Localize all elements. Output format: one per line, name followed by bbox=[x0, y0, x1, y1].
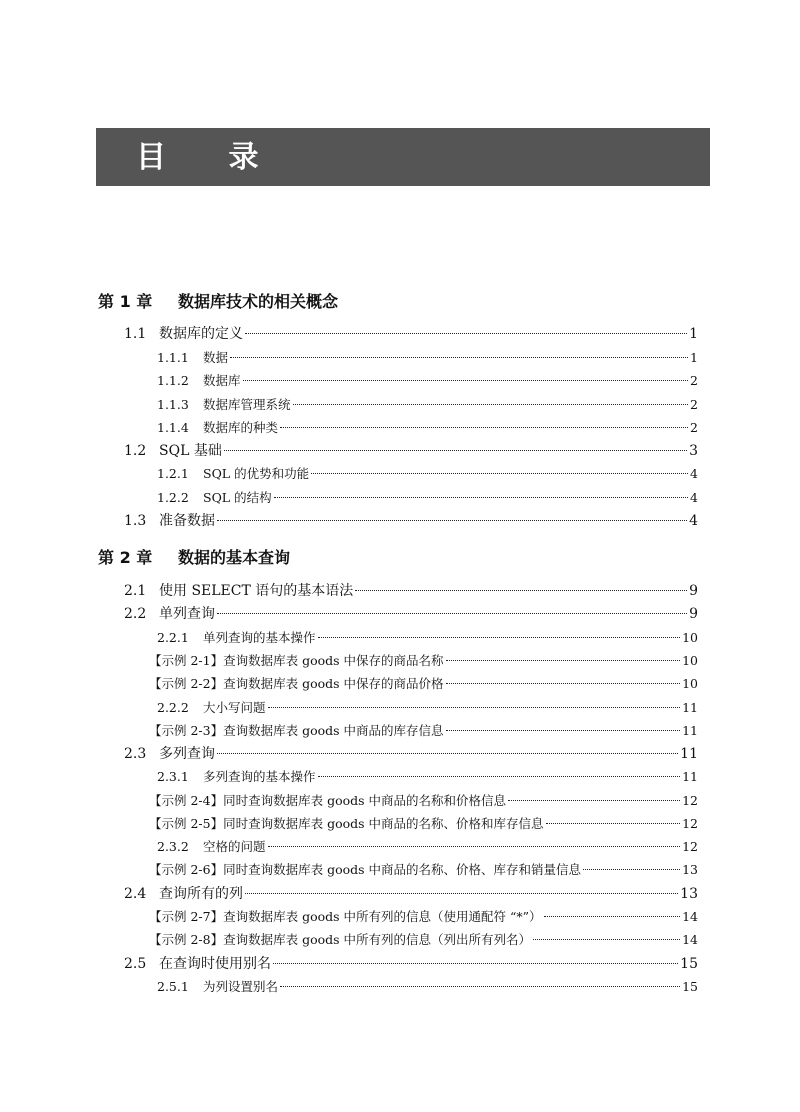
toc-entry-page: 4 bbox=[690, 490, 698, 505]
toc-entry-title: 查询数据库表 goods 中保存的商品价格 bbox=[223, 676, 444, 691]
chapter-number: 第 2 章 bbox=[98, 548, 153, 567]
toc-entry-title: 单列查询的基本操作 bbox=[203, 630, 316, 645]
toc-entry-page: 1 bbox=[689, 326, 698, 342]
dot-leader bbox=[533, 939, 680, 940]
toc-entry[interactable] bbox=[157, 371, 698, 391]
toc-entry-number: 【示例 2-3】 bbox=[149, 723, 224, 738]
toc-entry-page: 9 bbox=[689, 606, 698, 622]
toc-entry-title: SQL 的优势和功能 bbox=[203, 466, 310, 481]
dot-leader bbox=[293, 404, 688, 405]
toc-entry[interactable] bbox=[157, 348, 698, 368]
dot-leader bbox=[224, 450, 687, 451]
toc-entry-page: 9 bbox=[689, 583, 698, 599]
chapter-title: 数据的基本查询 bbox=[178, 548, 291, 567]
dot-leader bbox=[318, 637, 681, 638]
chapter-heading-2 bbox=[98, 545, 290, 568]
dot-leader bbox=[245, 893, 678, 894]
toc-entry-page: 13 bbox=[682, 862, 698, 877]
toc-entry-title: 同时查询数据库表 goods 中商品的名称、价格、库存和销量信息 bbox=[223, 862, 582, 877]
dot-leader bbox=[243, 380, 688, 381]
toc-entry-title: 查询数据库表 goods 中所有列的信息（使用通配符 “*”） bbox=[223, 909, 542, 924]
dot-leader bbox=[230, 357, 688, 358]
toc-entry-title: 多列查询的基本操作 bbox=[203, 769, 316, 784]
toc-entry-number: 2.3.2 bbox=[157, 839, 189, 854]
toc-entry-page: 10 bbox=[682, 676, 698, 691]
toc-entry-title: 查询所有的列 bbox=[159, 886, 243, 902]
toc-entry-number: 【示例 2-4】 bbox=[149, 793, 224, 808]
toc-entry-page: 11 bbox=[682, 723, 698, 738]
toc-entry-title: 查询数据库表 goods 中所有列的信息（列出所有列名） bbox=[223, 932, 532, 947]
toc-entry-page: 15 bbox=[680, 956, 698, 972]
toc-entry-number: 1.1.4 bbox=[157, 420, 189, 435]
toc-entry-title: 数据库的定义 bbox=[159, 326, 243, 342]
toc-entry-number: 【示例 2-7】 bbox=[149, 909, 224, 924]
toc-entry[interactable] bbox=[124, 954, 698, 974]
toc-entry[interactable] bbox=[157, 464, 698, 484]
toc-entry-title: 使用 SELECT 语句的基本语法 bbox=[159, 583, 354, 599]
toc-entry-number: 2.2 bbox=[124, 606, 147, 622]
toc-entry-page: 12 bbox=[682, 793, 698, 808]
dot-leader bbox=[217, 613, 687, 614]
toc-entry-number: 2.2.1 bbox=[157, 630, 189, 645]
toc-entry-title: 查询数据库表 goods 中商品的库存信息 bbox=[223, 723, 444, 738]
toc-entry[interactable] bbox=[124, 441, 698, 461]
toc-entry-title: 数据库管理系统 bbox=[203, 397, 291, 412]
chapter-number: 第 1 章 bbox=[98, 292, 153, 311]
toc-entry[interactable] bbox=[149, 791, 698, 811]
toc-entry-title: 数据库的种类 bbox=[203, 420, 279, 435]
toc-entry-number: 2.5.1 bbox=[157, 979, 189, 994]
toc-entry-page: 10 bbox=[682, 630, 698, 645]
toc-entry[interactable] bbox=[124, 884, 698, 904]
toc-entry[interactable] bbox=[124, 604, 698, 624]
toc-entry-title: 准备数据 bbox=[159, 513, 215, 529]
toc-entry-number: 1.1.2 bbox=[157, 373, 189, 388]
toc-entry[interactable] bbox=[157, 488, 698, 508]
toc-entry-page: 11 bbox=[682, 700, 698, 715]
toc-entry-page: 12 bbox=[682, 816, 698, 831]
toc-entry-title: 查询数据库表 goods 中保存的商品名称 bbox=[223, 653, 444, 668]
toc-entry-number: 【示例 2-1】 bbox=[149, 653, 224, 668]
toc-entry-number: 1.2.2 bbox=[157, 490, 189, 505]
toc-entry[interactable] bbox=[149, 930, 698, 950]
toc-entry-page: 10 bbox=[682, 653, 698, 668]
toc-entry-title: 同时查询数据库表 goods 中商品的名称、价格和库存信息 bbox=[223, 816, 544, 831]
chapter-title: 数据库技术的相关概念 bbox=[178, 292, 339, 311]
toc-entry-number: 2.3 bbox=[124, 746, 147, 762]
toc-entry[interactable] bbox=[124, 581, 698, 601]
toc-entry-title: SQL 基础 bbox=[159, 443, 222, 459]
toc-entry-page: 4 bbox=[690, 466, 698, 481]
toc-entry[interactable] bbox=[124, 324, 698, 344]
toc-entry-number: 2.2.2 bbox=[157, 700, 189, 715]
toc-entry-number: 【示例 2-6】 bbox=[149, 862, 224, 877]
dot-leader bbox=[280, 427, 688, 428]
dot-leader bbox=[280, 986, 680, 987]
toc-entry-number: 1.2.1 bbox=[157, 466, 189, 481]
toc-entry[interactable] bbox=[157, 395, 698, 415]
dot-leader bbox=[274, 497, 688, 498]
page-title: 目 录 bbox=[136, 140, 285, 175]
toc-entry-title: 为列设置别名 bbox=[203, 979, 279, 994]
toc-entry-number: 1.2 bbox=[124, 443, 147, 459]
toc-entry-number: 2.4 bbox=[124, 886, 147, 902]
toc-entry-title: 在查询时使用别名 bbox=[159, 956, 271, 972]
toc-entry[interactable] bbox=[157, 977, 698, 997]
toc-entry-page: 13 bbox=[680, 886, 698, 902]
toc-entry-title: 单列查询 bbox=[159, 606, 215, 622]
toc-entry-title: 多列查询 bbox=[159, 746, 215, 762]
chapter-heading-1 bbox=[98, 289, 338, 312]
toc-entry-number: 2.3.1 bbox=[157, 769, 189, 784]
toc-entry-page: 11 bbox=[680, 746, 698, 762]
toc-entry[interactable] bbox=[149, 814, 698, 834]
dot-leader bbox=[311, 473, 688, 474]
toc-entry-page: 14 bbox=[682, 932, 698, 947]
dot-leader bbox=[268, 846, 681, 847]
dot-leader bbox=[318, 776, 681, 777]
toc-entry-number: 1.1 bbox=[124, 326, 147, 342]
dot-leader bbox=[355, 590, 687, 591]
dot-leader bbox=[268, 707, 681, 708]
toc-entry-page: 11 bbox=[682, 769, 698, 784]
toc-entry-title: 数据 bbox=[203, 350, 229, 365]
dot-leader bbox=[446, 660, 681, 661]
dot-leader bbox=[583, 869, 680, 870]
toc-entry[interactable] bbox=[149, 721, 698, 741]
toc-entry-number: 2.5 bbox=[124, 956, 147, 972]
dot-leader bbox=[508, 800, 680, 801]
toc-entry[interactable] bbox=[157, 767, 698, 787]
toc-entry-page: 2 bbox=[690, 420, 698, 435]
dot-leader bbox=[546, 823, 681, 824]
toc-entry[interactable] bbox=[157, 698, 698, 718]
dot-leader bbox=[446, 683, 681, 684]
toc-entry-number: 【示例 2-8】 bbox=[149, 932, 224, 947]
toc-entry-number: 2.1 bbox=[124, 583, 147, 599]
toc-entry-page: 2 bbox=[690, 397, 698, 412]
toc-entry-page: 12 bbox=[682, 839, 698, 854]
toc-entry[interactable] bbox=[157, 628, 698, 648]
dot-leader bbox=[217, 753, 678, 754]
toc-entry[interactable] bbox=[157, 418, 698, 438]
toc-entry-page: 4 bbox=[689, 513, 698, 529]
toc-entry-page: 3 bbox=[689, 443, 698, 459]
toc-entry-page: 14 bbox=[682, 909, 698, 924]
toc-entry-title: 空格的问题 bbox=[203, 839, 266, 854]
toc-entry[interactable] bbox=[149, 651, 698, 671]
toc-entry-title: SQL 的结构 bbox=[203, 490, 272, 505]
toc-entry-page: 2 bbox=[690, 373, 698, 388]
toc-entry[interactable] bbox=[149, 674, 698, 694]
toc-entry[interactable] bbox=[157, 837, 698, 857]
dot-leader bbox=[446, 730, 681, 731]
toc-entry-title: 数据库 bbox=[203, 373, 241, 388]
toc-entry-title: 大小写问题 bbox=[203, 700, 266, 715]
toc-entry-page: 15 bbox=[682, 979, 698, 994]
toc-entry-page: 1 bbox=[690, 350, 698, 365]
toc-entry-number: 【示例 2-2】 bbox=[149, 676, 224, 691]
toc-entry-number: 1.3 bbox=[124, 513, 147, 529]
dot-leader bbox=[217, 520, 687, 521]
toc-entry-title: 同时查询数据库表 goods 中商品的名称和价格信息 bbox=[223, 793, 507, 808]
toc-entry-number: 【示例 2-5】 bbox=[149, 816, 224, 831]
toc-entry[interactable] bbox=[149, 860, 698, 880]
dot-leader bbox=[245, 333, 687, 334]
dot-leader bbox=[544, 916, 681, 917]
toc-entry[interactable] bbox=[124, 511, 698, 531]
toc-entry[interactable] bbox=[124, 744, 698, 764]
toc-entry-number: 1.1.1 bbox=[157, 350, 189, 365]
toc-entry-number: 1.1.3 bbox=[157, 397, 189, 412]
toc-entry[interactable] bbox=[149, 907, 698, 927]
dot-leader bbox=[273, 963, 678, 964]
